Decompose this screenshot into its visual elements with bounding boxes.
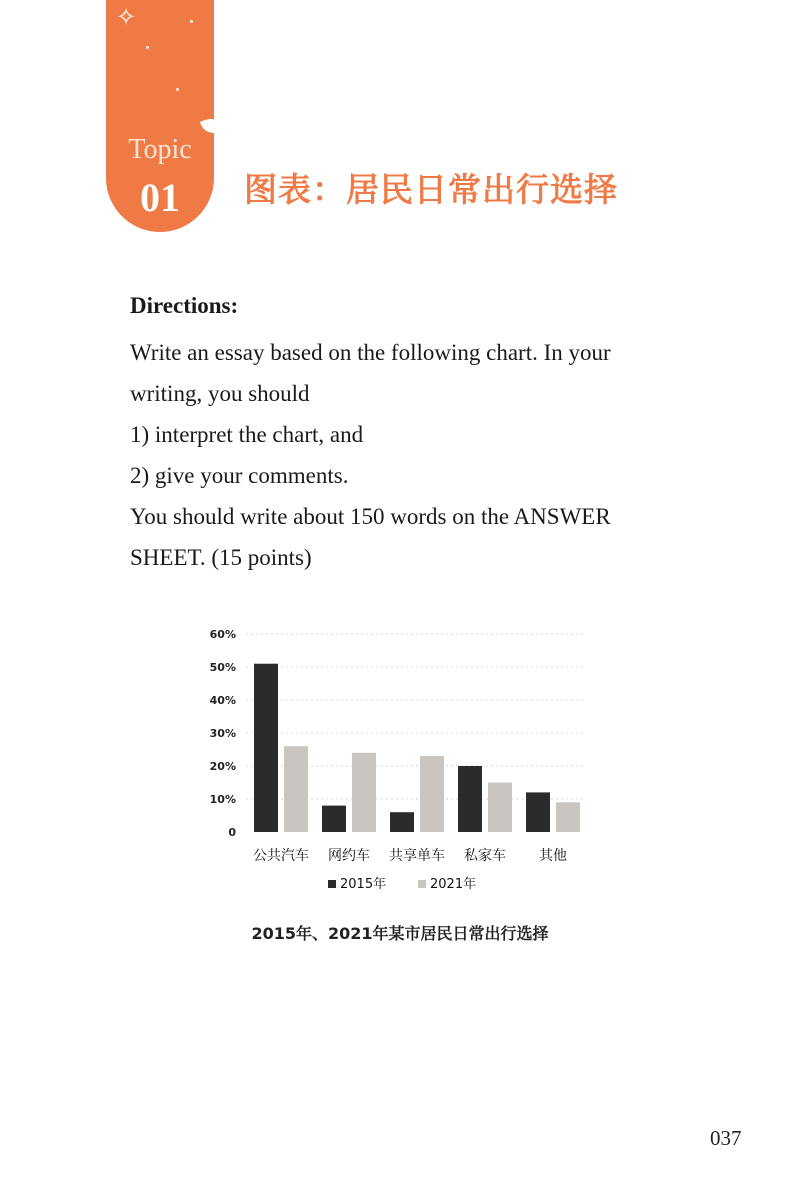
- x-category-label: 共享单车: [389, 848, 445, 864]
- bar-series1: [390, 812, 414, 832]
- star-dot: [176, 88, 179, 91]
- y-tick-label: 10%: [209, 793, 236, 806]
- directions-line: 1) interpret the chart, and: [130, 422, 364, 447]
- topic-tab: [106, 0, 214, 232]
- topic-label: Topic: [128, 134, 192, 165]
- page-heading: 图表：居民日常出行选择: [244, 170, 618, 209]
- x-category-label: 私家车: [464, 848, 506, 864]
- bar-series1: [322, 806, 346, 832]
- bar-series2: [284, 746, 308, 832]
- y-tick-label: 30%: [209, 727, 236, 740]
- directions-label: Directions:: [130, 293, 239, 318]
- bar-series1: [254, 664, 278, 832]
- legend-label: 2015年: [340, 877, 387, 892]
- bar-chart: [196, 620, 616, 905]
- y-tick-label: 40%: [209, 694, 236, 707]
- chart-caption: 2015年、2021年某市居民日常出行选择: [251, 924, 549, 943]
- star-dot: [190, 20, 193, 23]
- bar-chart-svg: [196, 620, 616, 905]
- x-category-label: 网约车: [328, 848, 370, 864]
- bar-series1: [458, 766, 482, 832]
- directions-line: SHEET. (15 points): [130, 545, 312, 570]
- star-dot: [146, 46, 149, 49]
- y-tick-label: 50%: [209, 661, 236, 674]
- bar-series2: [556, 802, 580, 832]
- bar-series1: [526, 792, 550, 832]
- directions-line: Write an essay based on the following chart. In your: [130, 340, 611, 365]
- legend-swatch: [328, 880, 336, 888]
- directions-line: writing, you should: [130, 381, 310, 406]
- directions-line: 2) give your comments.: [130, 463, 349, 488]
- y-tick-label: 60%: [209, 628, 236, 641]
- page-number: 037: [710, 1126, 742, 1150]
- topic-number: 01: [140, 175, 180, 220]
- bar-series2: [352, 753, 376, 832]
- directions-line: You should write about 150 words on the ANSWER: [130, 504, 611, 529]
- legend-label: 2021年: [430, 877, 477, 892]
- y-tick-label: 20%: [209, 760, 236, 773]
- legend-swatch: [418, 880, 426, 888]
- bar-series2: [488, 783, 512, 833]
- x-category-label: 其他: [539, 848, 567, 864]
- x-category-label: 公共汽车: [253, 848, 309, 864]
- bar-series2: [420, 756, 444, 832]
- y-tick-label: 0: [228, 826, 236, 839]
- sparkle-icon: ✧: [116, 5, 137, 31]
